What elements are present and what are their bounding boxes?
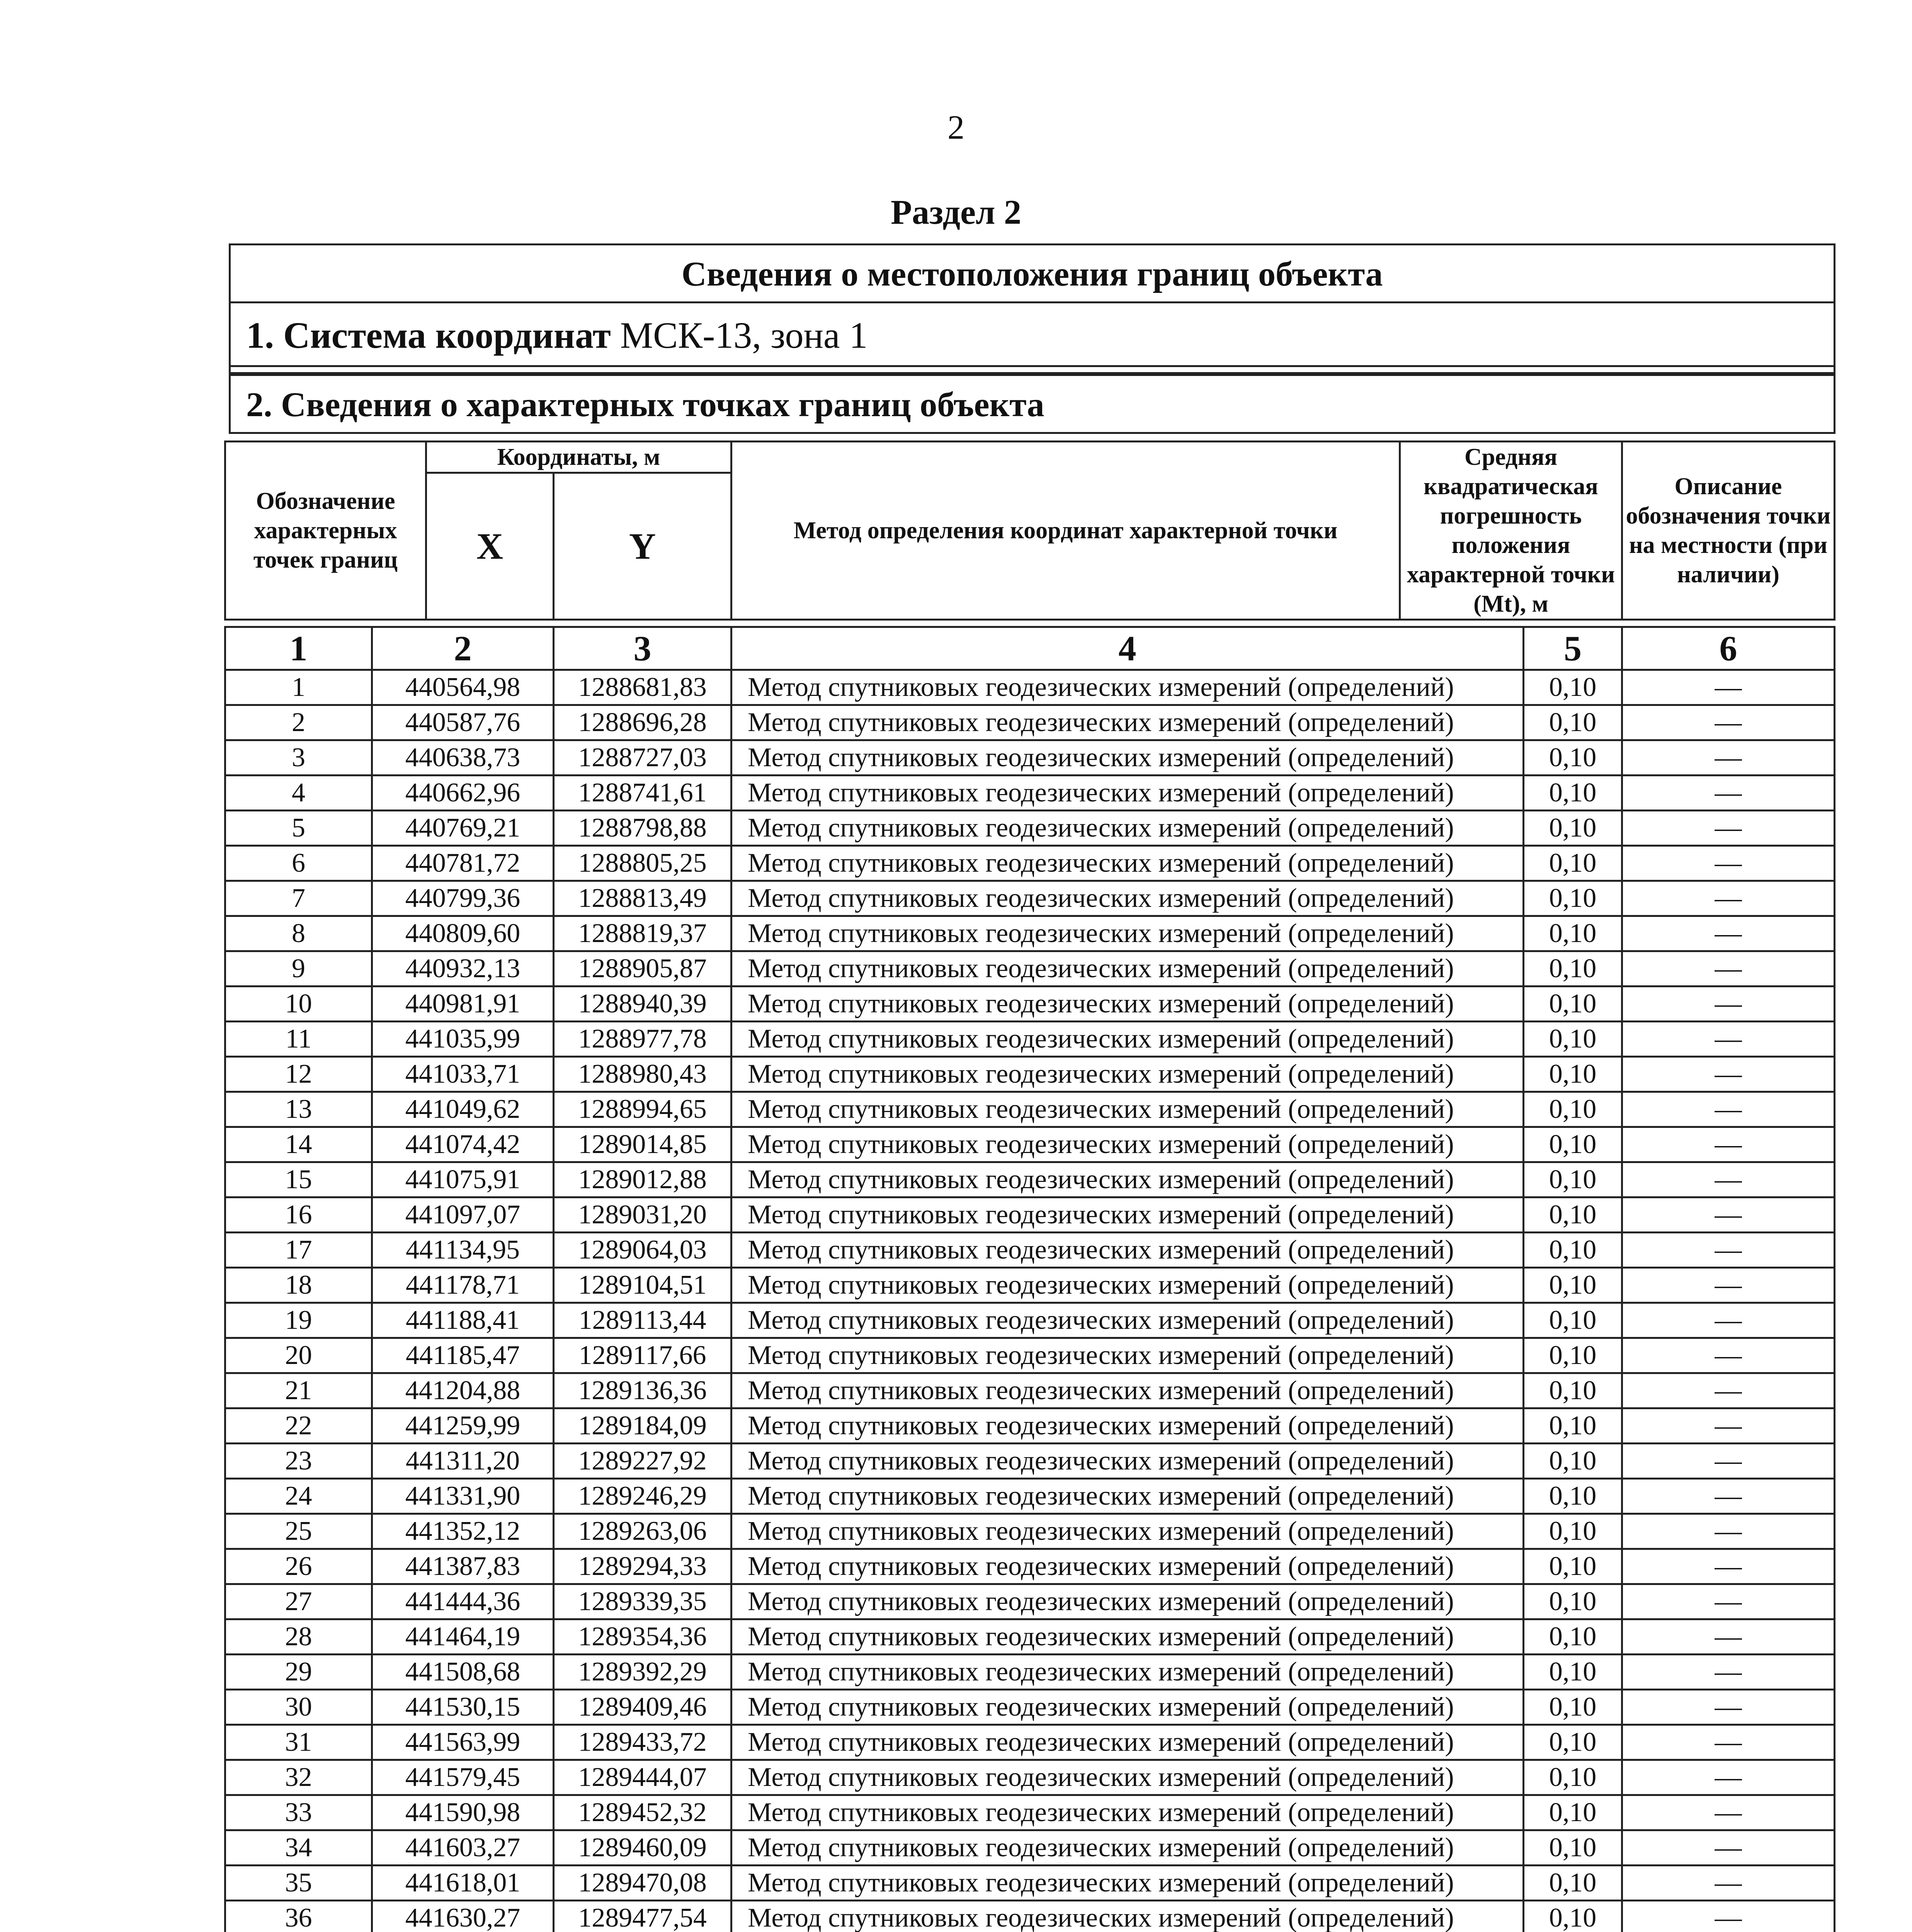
point-number: 16 bbox=[225, 1197, 372, 1233]
description: — bbox=[1622, 1584, 1835, 1619]
error-value: 0,10 bbox=[1524, 1584, 1622, 1619]
error-value: 0,10 bbox=[1524, 986, 1622, 1022]
coord-x: 441590,98 bbox=[372, 1795, 554, 1830]
method: Метод спутниковых геодезических измерений (определений) bbox=[731, 1268, 1524, 1303]
table-row bbox=[225, 1373, 1835, 1408]
table-row bbox=[225, 1795, 1835, 1830]
description: — bbox=[1622, 1795, 1835, 1830]
description: — bbox=[1622, 1022, 1835, 1057]
coord-x: 441579,45 bbox=[372, 1760, 554, 1795]
coord-x: 441178,71 bbox=[372, 1268, 554, 1303]
coord-y: 1289113,44 bbox=[554, 1303, 731, 1338]
point-number: 25 bbox=[225, 1514, 372, 1549]
error-value: 0,10 bbox=[1524, 1655, 1622, 1690]
method: Метод спутниковых геодезических измерений (определений) bbox=[731, 776, 1524, 811]
method: Метод спутниковых геодезических измерений (определений) bbox=[731, 1549, 1524, 1584]
coord-y: 1288905,87 bbox=[554, 951, 731, 986]
coord-x: 441464,19 bbox=[372, 1619, 554, 1655]
table-row bbox=[225, 1549, 1835, 1584]
coord-x: 440769,21 bbox=[372, 811, 554, 846]
error-value: 0,10 bbox=[1524, 1127, 1622, 1162]
coord-x: 440799,36 bbox=[372, 881, 554, 916]
point-number: 6 bbox=[225, 846, 372, 881]
coord-y: 1289460,09 bbox=[554, 1830, 731, 1866]
description: — bbox=[1622, 1444, 1835, 1479]
method: Метод спутниковых геодезических измерений (определений) bbox=[731, 1619, 1524, 1655]
method: Метод спутниковых геодезических измерений (определений) bbox=[731, 1162, 1524, 1197]
coord-y: 1289477,54 bbox=[554, 1901, 731, 1932]
table-row bbox=[225, 1303, 1835, 1338]
error-value: 0,10 bbox=[1524, 1303, 1622, 1338]
table-row bbox=[225, 670, 1835, 705]
description: — bbox=[1622, 1338, 1835, 1373]
coord-x: 441185,47 bbox=[372, 1338, 554, 1373]
coord-y: 1288798,88 bbox=[554, 811, 731, 846]
table-row bbox=[225, 1268, 1835, 1303]
column-number: 1 bbox=[225, 627, 372, 670]
description: — bbox=[1622, 1303, 1835, 1338]
table-row bbox=[225, 1514, 1835, 1549]
error-value: 0,10 bbox=[1524, 1901, 1622, 1932]
points-title: 2. Сведения о характерных точках границ объекта bbox=[231, 374, 1834, 432]
header-method: Метод определения координат характерной точки bbox=[731, 442, 1400, 620]
coord-x: 440638,73 bbox=[372, 740, 554, 776]
coord-x: 441049,62 bbox=[372, 1092, 554, 1127]
coord-x: 440932,13 bbox=[372, 951, 554, 986]
table-row bbox=[225, 1092, 1835, 1127]
coord-x: 441630,27 bbox=[372, 1901, 554, 1932]
error-value: 0,10 bbox=[1524, 740, 1622, 776]
method: Метод спутниковых геодезических измерений (определений) bbox=[731, 1795, 1524, 1830]
error-value: 0,10 bbox=[1524, 705, 1622, 740]
point-number: 17 bbox=[225, 1233, 372, 1268]
method: Метод спутниковых геодезических измерений (определений) bbox=[731, 1655, 1524, 1690]
coord-x: 441188,41 bbox=[372, 1303, 554, 1338]
point-number: 35 bbox=[225, 1866, 372, 1901]
boundary-info-frame bbox=[229, 243, 1835, 434]
method: Метод спутниковых геодезических измерений (определений) bbox=[731, 1866, 1524, 1901]
method: Метод спутниковых геодезических измерений (определений) bbox=[731, 1444, 1524, 1479]
method: Метод спутниковых геодезических измерений (определений) bbox=[731, 1760, 1524, 1795]
error-value: 0,10 bbox=[1524, 1373, 1622, 1408]
table-row bbox=[225, 1619, 1835, 1655]
description: — bbox=[1622, 1760, 1835, 1795]
point-number: 23 bbox=[225, 1444, 372, 1479]
description: — bbox=[1622, 916, 1835, 951]
point-number: 12 bbox=[225, 1057, 372, 1092]
table-row bbox=[225, 1866, 1835, 1901]
coord-y: 1289294,33 bbox=[554, 1549, 731, 1584]
column-number-row bbox=[225, 627, 1835, 670]
point-number: 5 bbox=[225, 811, 372, 846]
error-value: 0,10 bbox=[1524, 1444, 1622, 1479]
method: Метод спутниковых геодезических измерений (определений) bbox=[731, 1901, 1524, 1932]
error-value: 0,10 bbox=[1524, 1338, 1622, 1373]
coord-system-label: 1. Система координат bbox=[246, 315, 611, 356]
error-value: 0,10 bbox=[1524, 1795, 1622, 1830]
description: — bbox=[1622, 1549, 1835, 1584]
point-number: 30 bbox=[225, 1690, 372, 1725]
coord-y: 1288805,25 bbox=[554, 846, 731, 881]
coord-y: 1288813,49 bbox=[554, 881, 731, 916]
column-number: 6 bbox=[1622, 627, 1835, 670]
error-value: 0,10 bbox=[1524, 1760, 1622, 1795]
description: — bbox=[1622, 776, 1835, 811]
point-number: 7 bbox=[225, 881, 372, 916]
error-value: 0,10 bbox=[1524, 1549, 1622, 1584]
table-row bbox=[225, 1197, 1835, 1233]
table-row bbox=[225, 1725, 1835, 1760]
method: Метод спутниковых геодезических измерений (определений) bbox=[731, 1408, 1524, 1444]
coord-y: 1289014,85 bbox=[554, 1127, 731, 1162]
coord-y: 1289104,51 bbox=[554, 1268, 731, 1303]
table-row bbox=[225, 1233, 1835, 1268]
point-number: 21 bbox=[225, 1373, 372, 1408]
coord-x: 441097,07 bbox=[372, 1197, 554, 1233]
coord-x: 441444,36 bbox=[372, 1584, 554, 1619]
method: Метод спутниковых геодезических измерений (определений) bbox=[731, 740, 1524, 776]
coord-system-value: МСК-13, зона 1 bbox=[620, 315, 868, 356]
point-number: 22 bbox=[225, 1408, 372, 1444]
point-number: 3 bbox=[225, 740, 372, 776]
coord-y: 1289444,07 bbox=[554, 1760, 731, 1795]
coord-y: 1289263,06 bbox=[554, 1514, 731, 1549]
method: Метод спутниковых геодезических измерений (определений) bbox=[731, 1303, 1524, 1338]
description: — bbox=[1622, 1408, 1835, 1444]
point-number: 20 bbox=[225, 1338, 372, 1373]
point-number: 34 bbox=[225, 1830, 372, 1866]
description: — bbox=[1622, 1514, 1835, 1549]
error-value: 0,10 bbox=[1524, 1162, 1622, 1197]
table-row bbox=[225, 1584, 1835, 1619]
error-value: 0,10 bbox=[1524, 1690, 1622, 1725]
point-number: 2 bbox=[225, 705, 372, 740]
point-number: 18 bbox=[225, 1268, 372, 1303]
coord-y: 1289136,36 bbox=[554, 1373, 731, 1408]
description: — bbox=[1622, 1619, 1835, 1655]
method: Метод спутниковых геодезических измерений (определений) bbox=[731, 1092, 1524, 1127]
coord-y: 1289392,29 bbox=[554, 1655, 731, 1690]
coord-x: 441387,83 bbox=[372, 1549, 554, 1584]
point-number: 13 bbox=[225, 1092, 372, 1127]
method: Метод спутниковых геодезических измерений (определений) bbox=[731, 1338, 1524, 1373]
coord-x: 440587,76 bbox=[372, 705, 554, 740]
table-row bbox=[225, 1162, 1835, 1197]
method: Метод спутниковых геодезических измерений (определений) bbox=[731, 705, 1524, 740]
error-value: 0,10 bbox=[1524, 776, 1622, 811]
coord-x: 441035,99 bbox=[372, 1022, 554, 1057]
coord-x: 441563,99 bbox=[372, 1725, 554, 1760]
method: Метод спутниковых геодезических измерений (определений) bbox=[731, 986, 1524, 1022]
column-number: 5 bbox=[1524, 627, 1622, 670]
point-number: 29 bbox=[225, 1655, 372, 1690]
description: — bbox=[1622, 1655, 1835, 1690]
coord-x: 440781,72 bbox=[372, 846, 554, 881]
coord-y: 1289031,20 bbox=[554, 1197, 731, 1233]
coord-x: 441074,42 bbox=[372, 1127, 554, 1162]
method: Метод спутниковых геодезических измерений (определений) bbox=[731, 1197, 1524, 1233]
error-value: 0,10 bbox=[1524, 811, 1622, 846]
table-row bbox=[225, 986, 1835, 1022]
point-number: 1 bbox=[225, 670, 372, 705]
coord-x: 440809,60 bbox=[372, 916, 554, 951]
error-value: 0,10 bbox=[1524, 1830, 1622, 1866]
error-value: 0,10 bbox=[1524, 881, 1622, 916]
coord-x: 441033,71 bbox=[372, 1057, 554, 1092]
method: Метод спутниковых геодезических измерений (определений) bbox=[731, 1022, 1524, 1057]
error-value: 0,10 bbox=[1524, 670, 1622, 705]
table-row bbox=[225, 705, 1835, 740]
coord-x: 441311,20 bbox=[372, 1444, 554, 1479]
table-row bbox=[225, 1127, 1835, 1162]
description: — bbox=[1622, 1373, 1835, 1408]
header-coordinates: Координаты, м bbox=[426, 442, 731, 473]
coord-x: 440981,91 bbox=[372, 986, 554, 1022]
point-number: 9 bbox=[225, 951, 372, 986]
coordinate-system bbox=[231, 303, 1834, 367]
coord-y: 1288696,28 bbox=[554, 705, 731, 740]
coord-y: 1289184,09 bbox=[554, 1408, 731, 1444]
point-number: 4 bbox=[225, 776, 372, 811]
description: — bbox=[1622, 811, 1835, 846]
description: — bbox=[1622, 951, 1835, 986]
coord-x: 440662,96 bbox=[372, 776, 554, 811]
method: Метод спутниковых геодезических измерений (определений) bbox=[731, 1725, 1524, 1760]
description: — bbox=[1622, 881, 1835, 916]
error-value: 0,10 bbox=[1524, 1233, 1622, 1268]
method: Метод спутниковых геодезических измерений (определений) bbox=[731, 1514, 1524, 1549]
table-row bbox=[225, 916, 1835, 951]
description: — bbox=[1622, 705, 1835, 740]
coord-y: 1289227,92 bbox=[554, 1444, 731, 1479]
column-number: 2 bbox=[372, 627, 554, 670]
error-value: 0,10 bbox=[1524, 1268, 1622, 1303]
error-value: 0,10 bbox=[1524, 1022, 1622, 1057]
method: Метод спутниковых геодезических измерений (определений) bbox=[731, 881, 1524, 916]
table-row bbox=[225, 1057, 1835, 1092]
method: Метод спутниковых геодезических измерений (определений) bbox=[731, 1057, 1524, 1092]
coord-y: 1288741,61 bbox=[554, 776, 731, 811]
description: — bbox=[1622, 1479, 1835, 1514]
method: Метод спутниковых геодезических измерений (определений) bbox=[731, 811, 1524, 846]
coord-y: 1289470,08 bbox=[554, 1866, 731, 1901]
error-value: 0,10 bbox=[1524, 916, 1622, 951]
point-number: 31 bbox=[225, 1725, 372, 1760]
column-number: 4 bbox=[731, 627, 1524, 670]
points-table-header bbox=[224, 440, 1835, 621]
error-value: 0,10 bbox=[1524, 1197, 1622, 1233]
table-row bbox=[225, 1408, 1835, 1444]
points-table bbox=[224, 626, 1835, 1932]
description: — bbox=[1622, 986, 1835, 1022]
description: — bbox=[1622, 1057, 1835, 1092]
coord-y: 1289012,88 bbox=[554, 1162, 731, 1197]
method: Метод спутниковых геодезических измерений (определений) bbox=[731, 846, 1524, 881]
point-number: 26 bbox=[225, 1549, 372, 1584]
method: Метод спутниковых геодезических измерений (определений) bbox=[731, 1373, 1524, 1408]
coord-x: 441331,90 bbox=[372, 1479, 554, 1514]
table-row bbox=[225, 1901, 1835, 1932]
table-row bbox=[225, 951, 1835, 986]
table-title: Сведения о местоположения границ объекта bbox=[231, 245, 1834, 303]
table-row bbox=[225, 1479, 1835, 1514]
method: Метод спутниковых геодезических измерений (определений) bbox=[731, 1584, 1524, 1619]
description: — bbox=[1622, 1901, 1835, 1932]
column-number: 3 bbox=[554, 627, 731, 670]
error-value: 0,10 bbox=[1524, 1514, 1622, 1549]
error-value: 0,10 bbox=[1524, 1866, 1622, 1901]
description: — bbox=[1622, 1197, 1835, 1233]
coord-y: 1288940,39 bbox=[554, 986, 731, 1022]
coord-x: 440564,98 bbox=[372, 670, 554, 705]
method: Метод спутниковых геодезических измерений (определений) bbox=[731, 1479, 1524, 1514]
point-number: 28 bbox=[225, 1619, 372, 1655]
coord-x: 441618,01 bbox=[372, 1866, 554, 1901]
description: — bbox=[1622, 1127, 1835, 1162]
coord-y: 1289246,29 bbox=[554, 1479, 731, 1514]
method: Метод спутниковых геодезических измерений (определений) bbox=[731, 670, 1524, 705]
coord-x: 441530,15 bbox=[372, 1690, 554, 1725]
table-row bbox=[225, 1760, 1835, 1795]
point-number: 36 bbox=[225, 1901, 372, 1932]
error-value: 0,10 bbox=[1524, 951, 1622, 986]
point-number: 14 bbox=[225, 1127, 372, 1162]
spacer bbox=[231, 367, 1834, 374]
point-number: 33 bbox=[225, 1795, 372, 1830]
description: — bbox=[1622, 1866, 1835, 1901]
header-x: X bbox=[426, 473, 554, 620]
coord-x: 441259,99 bbox=[372, 1408, 554, 1444]
error-value: 0,10 bbox=[1524, 846, 1622, 881]
description: — bbox=[1622, 1690, 1835, 1725]
coord-x: 441075,91 bbox=[372, 1162, 554, 1197]
header-description: Описание обозначения точки на местности (при наличии) bbox=[1622, 442, 1835, 620]
header-y: Y bbox=[554, 473, 731, 620]
table-row bbox=[225, 1444, 1835, 1479]
table-row bbox=[225, 1830, 1835, 1866]
coord-y: 1289409,46 bbox=[554, 1690, 731, 1725]
description: — bbox=[1622, 740, 1835, 776]
coord-x: 441204,88 bbox=[372, 1373, 554, 1408]
table-row bbox=[225, 1022, 1835, 1057]
header-error: Средняя квадратическая погрешность положения характерной точки (Mt), м bbox=[1400, 442, 1622, 620]
table-row bbox=[225, 776, 1835, 811]
coord-y: 1289064,03 bbox=[554, 1233, 731, 1268]
coord-y: 1288980,43 bbox=[554, 1057, 731, 1092]
table-row bbox=[225, 1655, 1835, 1690]
error-value: 0,10 bbox=[1524, 1619, 1622, 1655]
point-number: 8 bbox=[225, 916, 372, 951]
page-number: 2 bbox=[947, 109, 965, 146]
coord-x: 441603,27 bbox=[372, 1830, 554, 1866]
header-designation: Обозначение характерных точек границ bbox=[225, 442, 426, 620]
description: — bbox=[1622, 1162, 1835, 1197]
table-row bbox=[225, 1338, 1835, 1373]
method: Метод спутниковых геодезических измерений (определений) bbox=[731, 951, 1524, 986]
table-row bbox=[225, 811, 1835, 846]
point-number: 32 bbox=[225, 1760, 372, 1795]
error-value: 0,10 bbox=[1524, 1057, 1622, 1092]
table-row bbox=[225, 740, 1835, 776]
coord-y: 1288727,03 bbox=[554, 740, 731, 776]
table-row bbox=[225, 846, 1835, 881]
error-value: 0,10 bbox=[1524, 1725, 1622, 1760]
point-number: 19 bbox=[225, 1303, 372, 1338]
point-number: 10 bbox=[225, 986, 372, 1022]
description: — bbox=[1622, 846, 1835, 881]
table-row bbox=[225, 881, 1835, 916]
error-value: 0,10 bbox=[1524, 1092, 1622, 1127]
coord-x: 441134,95 bbox=[372, 1233, 554, 1268]
coord-y: 1288819,37 bbox=[554, 916, 731, 951]
point-number: 11 bbox=[225, 1022, 372, 1057]
method: Метод спутниковых геодезических измерений (определений) bbox=[731, 1233, 1524, 1268]
error-value: 0,10 bbox=[1524, 1408, 1622, 1444]
coord-y: 1289339,35 bbox=[554, 1584, 731, 1619]
point-number: 27 bbox=[225, 1584, 372, 1619]
coord-y: 1288994,65 bbox=[554, 1092, 731, 1127]
description: — bbox=[1622, 1830, 1835, 1866]
coord-y: 1289433,72 bbox=[554, 1725, 731, 1760]
coord-x: 441508,68 bbox=[372, 1655, 554, 1690]
coord-y: 1288977,78 bbox=[554, 1022, 731, 1057]
point-number: 24 bbox=[225, 1479, 372, 1514]
coord-y: 1288681,83 bbox=[554, 670, 731, 705]
description: — bbox=[1622, 670, 1835, 705]
error-value: 0,10 bbox=[1524, 1479, 1622, 1514]
coord-y: 1289452,32 bbox=[554, 1795, 731, 1830]
method: Метод спутниковых геодезических измерений (определений) bbox=[731, 916, 1524, 951]
method: Метод спутниковых геодезических измерений (определений) bbox=[731, 1690, 1524, 1725]
coord-y: 1289354,36 bbox=[554, 1619, 731, 1655]
method: Метод спутниковых геодезических измерений (определений) bbox=[731, 1830, 1524, 1866]
description: — bbox=[1622, 1725, 1835, 1760]
point-number: 15 bbox=[225, 1162, 372, 1197]
coord-x: 441352,12 bbox=[372, 1514, 554, 1549]
description: — bbox=[1622, 1268, 1835, 1303]
coord-y: 1289117,66 bbox=[554, 1338, 731, 1373]
description: — bbox=[1622, 1233, 1835, 1268]
table-row bbox=[225, 1690, 1835, 1725]
description: — bbox=[1622, 1092, 1835, 1127]
section-title: Раздел 2 bbox=[891, 193, 1021, 231]
method: Метод спутниковых геодезических измерений (определений) bbox=[731, 1127, 1524, 1162]
